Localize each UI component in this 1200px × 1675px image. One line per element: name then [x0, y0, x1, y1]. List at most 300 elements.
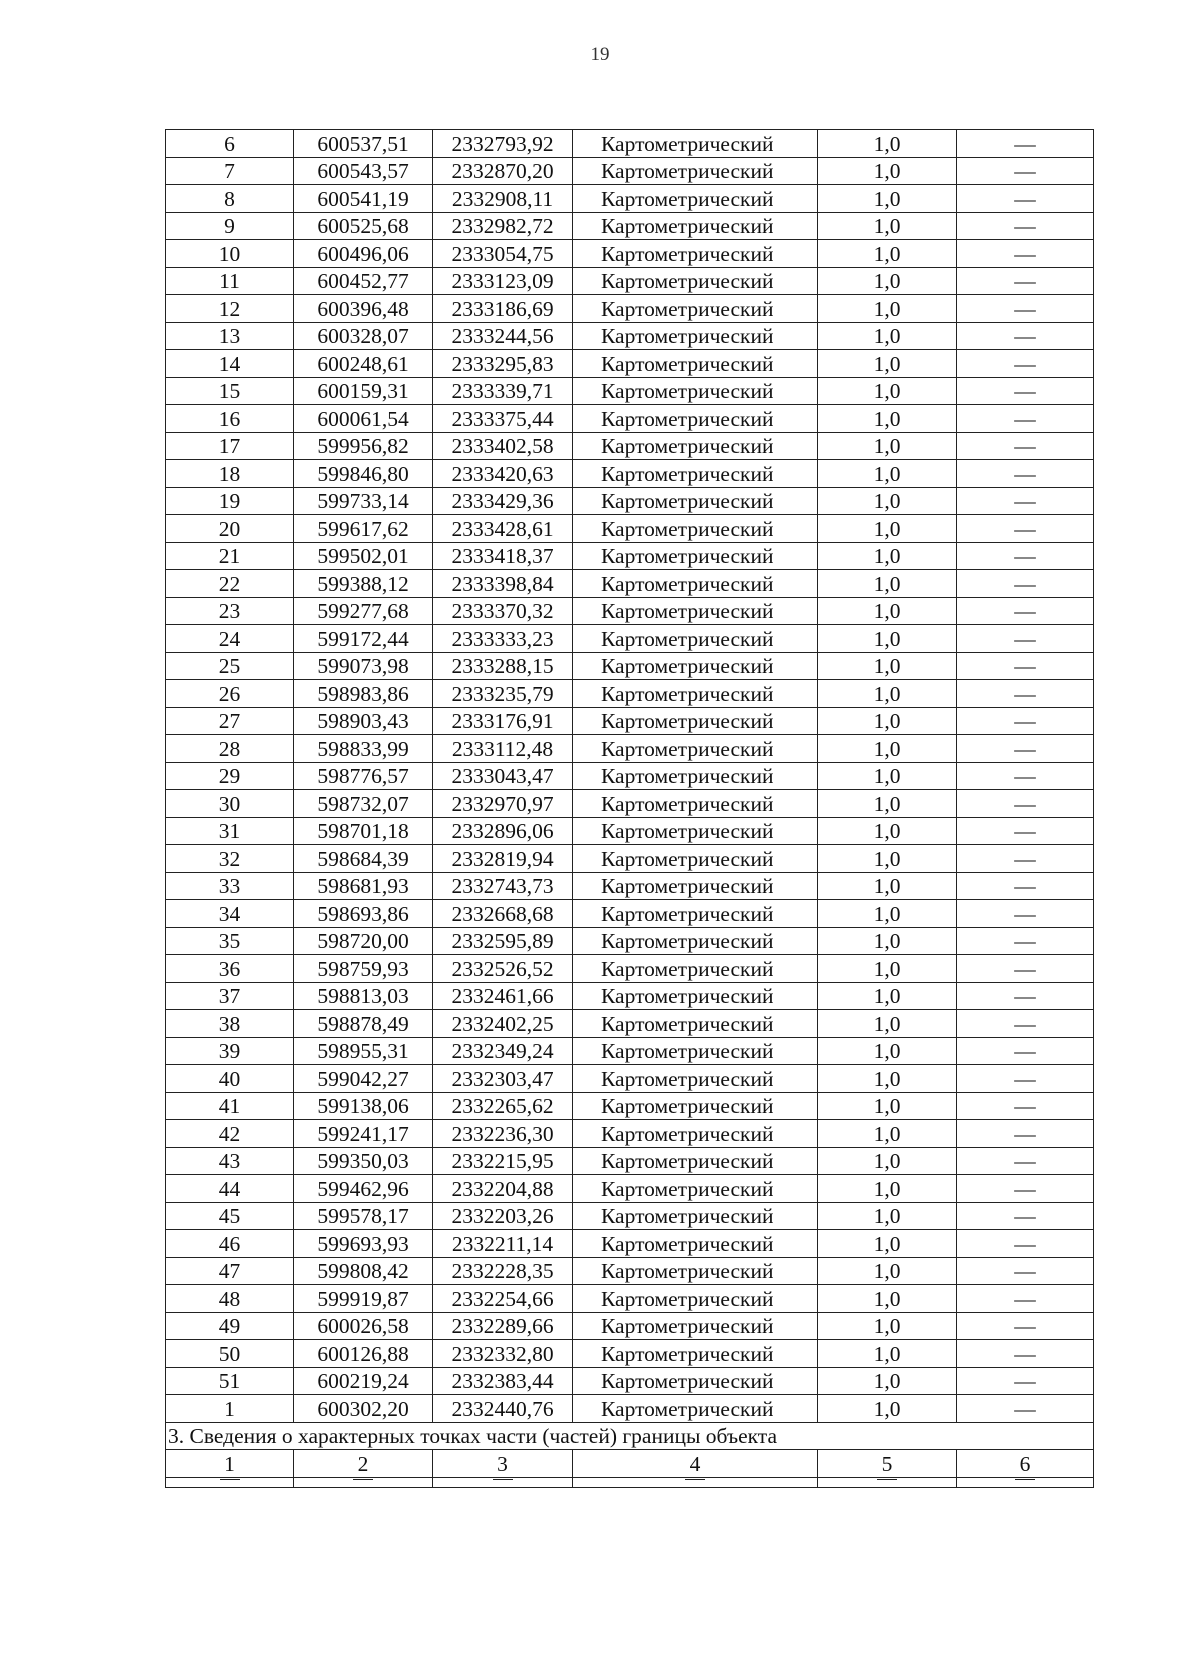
- point-number-cell: 13: [166, 322, 294, 350]
- description-cell: —: [957, 625, 1094, 653]
- description-cell: —: [957, 1340, 1094, 1368]
- description-cell: —: [957, 1285, 1094, 1313]
- table-row: [166, 212, 1094, 240]
- section-3-empty-row: [166, 1477, 1094, 1487]
- coord-y-cell: 2332211,14: [433, 1230, 573, 1258]
- method-cell: Картометрический: [573, 460, 818, 488]
- table-row: [166, 157, 1094, 185]
- coord-x-cell: 599241,17: [294, 1120, 433, 1148]
- coord-x-cell: 599919,87: [294, 1285, 433, 1313]
- coord-x-cell: 600541,19: [294, 185, 433, 213]
- coord-x-cell: 599578,17: [294, 1202, 433, 1230]
- coord-y-cell: 2333235,79: [433, 680, 573, 708]
- accuracy-cell: 1,0: [818, 790, 957, 818]
- description-cell: —: [957, 460, 1094, 488]
- method-cell: Картометрический: [573, 267, 818, 295]
- point-number-cell: 34: [166, 900, 294, 928]
- coord-y-cell: 2333429,36: [433, 487, 573, 515]
- accuracy-cell: 1,0: [818, 1092, 957, 1120]
- accuracy-cell: 1,0: [818, 1202, 957, 1230]
- point-number-cell: 6: [166, 130, 294, 158]
- accuracy-cell: 1,0: [818, 487, 957, 515]
- method-cell: Картометрический: [573, 680, 818, 708]
- coord-x-cell: 600061,54: [294, 405, 433, 433]
- table-row: [166, 1010, 1094, 1038]
- dash-mark: [685, 1479, 705, 1480]
- description-cell: —: [957, 377, 1094, 405]
- accuracy-cell: 1,0: [818, 322, 957, 350]
- table-row: [166, 460, 1094, 488]
- description-cell: —: [957, 240, 1094, 268]
- accuracy-cell: 1,0: [818, 542, 957, 570]
- table-row: [166, 570, 1094, 598]
- accuracy-cell: 1,0: [818, 1285, 957, 1313]
- accuracy-cell: 1,0: [818, 432, 957, 460]
- coord-y-cell: 2333420,63: [433, 460, 573, 488]
- coord-y-cell: 2333186,69: [433, 295, 573, 323]
- accuracy-cell: 1,0: [818, 735, 957, 763]
- dash-mark: [353, 1479, 373, 1480]
- description-cell: —: [957, 185, 1094, 213]
- method-cell: Картометрический: [573, 735, 818, 763]
- coord-x-cell: 600302,20: [294, 1395, 433, 1423]
- description-cell: —: [957, 267, 1094, 295]
- point-number-cell: 42: [166, 1120, 294, 1148]
- method-cell: Картометрический: [573, 1340, 818, 1368]
- column-number-5: 5: [818, 1450, 957, 1478]
- method-cell: Картометрический: [573, 1285, 818, 1313]
- point-number-cell: 46: [166, 1230, 294, 1258]
- coord-y-cell: 2332303,47: [433, 1065, 573, 1093]
- table-row: [166, 1147, 1094, 1175]
- method-cell: Картометрический: [573, 432, 818, 460]
- coord-y-cell: 2332349,24: [433, 1037, 573, 1065]
- point-number-cell: 49: [166, 1312, 294, 1340]
- empty-cell-2: [294, 1477, 433, 1487]
- coord-y-cell: 2333398,84: [433, 570, 573, 598]
- accuracy-cell: 1,0: [818, 212, 957, 240]
- method-cell: Картометрический: [573, 130, 818, 158]
- table-row: [166, 240, 1094, 268]
- method-cell: Картометрический: [573, 542, 818, 570]
- accuracy-cell: 1,0: [818, 597, 957, 625]
- accuracy-cell: 1,0: [818, 1175, 957, 1203]
- coord-x-cell: 600496,06: [294, 240, 433, 268]
- coordinates-table-body: [166, 130, 1094, 1423]
- description-cell: —: [957, 157, 1094, 185]
- point-number-cell: 29: [166, 762, 294, 790]
- accuracy-cell: 1,0: [818, 1257, 957, 1285]
- method-cell: Картометрический: [573, 570, 818, 598]
- coord-y-cell: 2332526,52: [433, 955, 573, 983]
- point-number-cell: 28: [166, 735, 294, 763]
- method-cell: Картометрический: [573, 405, 818, 433]
- coord-y-cell: 2333402,58: [433, 432, 573, 460]
- coord-x-cell: 600328,07: [294, 322, 433, 350]
- coord-x-cell: 598813,03: [294, 982, 433, 1010]
- dash-mark: [493, 1479, 513, 1480]
- method-cell: Картометрический: [573, 982, 818, 1010]
- description-cell: —: [957, 542, 1094, 570]
- table-row: [166, 295, 1094, 323]
- table-row: [166, 597, 1094, 625]
- accuracy-cell: 1,0: [818, 1395, 957, 1423]
- method-cell: Картометрический: [573, 157, 818, 185]
- accuracy-cell: 1,0: [818, 240, 957, 268]
- method-cell: Картометрический: [573, 487, 818, 515]
- empty-cell-4: [573, 1477, 818, 1487]
- table-row: [166, 790, 1094, 818]
- point-number-cell: 1: [166, 1395, 294, 1423]
- coord-y-cell: 2332204,88: [433, 1175, 573, 1203]
- coord-x-cell: 600396,48: [294, 295, 433, 323]
- table-row: [166, 487, 1094, 515]
- coord-x-cell: 598720,00: [294, 927, 433, 955]
- point-number-cell: 45: [166, 1202, 294, 1230]
- method-cell: Картометрический: [573, 1092, 818, 1120]
- point-number-cell: 12: [166, 295, 294, 323]
- coord-x-cell: 599846,80: [294, 460, 433, 488]
- accuracy-cell: 1,0: [818, 817, 957, 845]
- section-3: [166, 1422, 1094, 1487]
- accuracy-cell: 1,0: [818, 872, 957, 900]
- point-number-cell: 7: [166, 157, 294, 185]
- method-cell: Картометрический: [573, 1037, 818, 1065]
- description-cell: —: [957, 1092, 1094, 1120]
- point-number-cell: 24: [166, 625, 294, 653]
- accuracy-cell: 1,0: [818, 350, 957, 378]
- point-number-cell: 15: [166, 377, 294, 405]
- accuracy-cell: 1,0: [818, 267, 957, 295]
- method-cell: Картометрический: [573, 1202, 818, 1230]
- point-number-cell: 14: [166, 350, 294, 378]
- method-cell: Картометрический: [573, 1010, 818, 1038]
- table-row: [166, 1285, 1094, 1313]
- table-row: [166, 405, 1094, 433]
- description-cell: —: [957, 1175, 1094, 1203]
- point-number-cell: 9: [166, 212, 294, 240]
- table-row: [166, 515, 1094, 543]
- table-row: [166, 982, 1094, 1010]
- point-number-cell: 8: [166, 185, 294, 213]
- coord-y-cell: 2332289,66: [433, 1312, 573, 1340]
- method-cell: Картометрический: [573, 817, 818, 845]
- coord-x-cell: 600537,51: [294, 130, 433, 158]
- method-cell: Картометрический: [573, 212, 818, 240]
- description-cell: —: [957, 1037, 1094, 1065]
- coord-x-cell: 599042,27: [294, 1065, 433, 1093]
- accuracy-cell: 1,0: [818, 900, 957, 928]
- coordinates-table: [165, 129, 1094, 1488]
- coord-y-cell: 2332254,66: [433, 1285, 573, 1313]
- table-row: [166, 432, 1094, 460]
- method-cell: Картометрический: [573, 762, 818, 790]
- description-cell: —: [957, 487, 1094, 515]
- method-cell: Картометрический: [573, 845, 818, 873]
- method-cell: Картометрический: [573, 927, 818, 955]
- coord-y-cell: 2332908,11: [433, 185, 573, 213]
- method-cell: Картометрический: [573, 322, 818, 350]
- table-row: [166, 267, 1094, 295]
- coord-y-cell: 2333176,91: [433, 707, 573, 735]
- coord-x-cell: 600452,77: [294, 267, 433, 295]
- coord-x-cell: 598955,31: [294, 1037, 433, 1065]
- coord-x-cell: 598983,86: [294, 680, 433, 708]
- description-cell: —: [957, 432, 1094, 460]
- method-cell: Картометрический: [573, 872, 818, 900]
- description-cell: —: [957, 955, 1094, 983]
- coord-y-cell: 2332982,72: [433, 212, 573, 240]
- coord-y-cell: 2332215,95: [433, 1147, 573, 1175]
- table-row: [166, 1120, 1094, 1148]
- coord-y-cell: 2332203,26: [433, 1202, 573, 1230]
- accuracy-cell: 1,0: [818, 982, 957, 1010]
- point-number-cell: 33: [166, 872, 294, 900]
- method-cell: Картометрический: [573, 515, 818, 543]
- accuracy-cell: 1,0: [818, 652, 957, 680]
- point-number-cell: 44: [166, 1175, 294, 1203]
- coord-y-cell: 2332461,66: [433, 982, 573, 1010]
- coord-x-cell: 600248,61: [294, 350, 433, 378]
- accuracy-cell: 1,0: [818, 130, 957, 158]
- description-cell: —: [957, 845, 1094, 873]
- column-number-2: 2: [294, 1450, 433, 1478]
- accuracy-cell: 1,0: [818, 1340, 957, 1368]
- description-cell: —: [957, 790, 1094, 818]
- description-cell: —: [957, 762, 1094, 790]
- accuracy-cell: 1,0: [818, 1367, 957, 1395]
- table-row: [166, 377, 1094, 405]
- description-cell: —: [957, 652, 1094, 680]
- description-cell: —: [957, 515, 1094, 543]
- description-cell: —: [957, 1367, 1094, 1395]
- point-number-cell: 16: [166, 405, 294, 433]
- point-number-cell: 51: [166, 1367, 294, 1395]
- method-cell: Картометрический: [573, 597, 818, 625]
- point-number-cell: 23: [166, 597, 294, 625]
- description-cell: —: [957, 350, 1094, 378]
- column-number-1: 1: [166, 1450, 294, 1478]
- method-cell: Картометрический: [573, 1065, 818, 1093]
- coord-x-cell: 598776,57: [294, 762, 433, 790]
- point-number-cell: 36: [166, 955, 294, 983]
- method-cell: Картометрический: [573, 240, 818, 268]
- dash-mark: [877, 1479, 897, 1480]
- method-cell: Картометрический: [573, 377, 818, 405]
- coord-y-cell: 2332265,62: [433, 1092, 573, 1120]
- table-row: [166, 1065, 1094, 1093]
- accuracy-cell: 1,0: [818, 927, 957, 955]
- point-number-cell: 41: [166, 1092, 294, 1120]
- accuracy-cell: 1,0: [818, 1065, 957, 1093]
- empty-cell-3: [433, 1477, 573, 1487]
- coord-y-cell: 2333370,32: [433, 597, 573, 625]
- point-number-cell: 26: [166, 680, 294, 708]
- description-cell: —: [957, 680, 1094, 708]
- table-row: [166, 130, 1094, 158]
- point-number-cell: 37: [166, 982, 294, 1010]
- coord-x-cell: 598878,49: [294, 1010, 433, 1038]
- table-row: [166, 927, 1094, 955]
- description-cell: —: [957, 735, 1094, 763]
- description-cell: —: [957, 295, 1094, 323]
- coord-x-cell: 600126,88: [294, 1340, 433, 1368]
- description-cell: —: [957, 872, 1094, 900]
- coord-x-cell: 598833,99: [294, 735, 433, 763]
- accuracy-cell: 1,0: [818, 377, 957, 405]
- description-cell: —: [957, 900, 1094, 928]
- accuracy-cell: 1,0: [818, 625, 957, 653]
- coord-x-cell: 600543,57: [294, 157, 433, 185]
- accuracy-cell: 1,0: [818, 1120, 957, 1148]
- column-number-6: 6: [957, 1450, 1094, 1478]
- point-number-cell: 35: [166, 927, 294, 955]
- coord-y-cell: 2333288,15: [433, 652, 573, 680]
- method-cell: Картометрический: [573, 350, 818, 378]
- method-cell: Картометрический: [573, 1175, 818, 1203]
- coord-x-cell: 599138,06: [294, 1092, 433, 1120]
- point-number-cell: 20: [166, 515, 294, 543]
- accuracy-cell: 1,0: [818, 845, 957, 873]
- coord-y-cell: 2333418,37: [433, 542, 573, 570]
- coord-y-cell: 2332793,92: [433, 130, 573, 158]
- coord-x-cell: 598681,93: [294, 872, 433, 900]
- method-cell: Картометрический: [573, 652, 818, 680]
- point-number-cell: 21: [166, 542, 294, 570]
- empty-cell-6: [957, 1477, 1094, 1487]
- dash-mark: [220, 1479, 240, 1480]
- table-row: [166, 185, 1094, 213]
- point-number-cell: 39: [166, 1037, 294, 1065]
- coord-y-cell: 2333333,23: [433, 625, 573, 653]
- table-row: [166, 1202, 1094, 1230]
- table-row: [166, 735, 1094, 763]
- point-number-cell: 40: [166, 1065, 294, 1093]
- table-row: [166, 1257, 1094, 1285]
- accuracy-cell: 1,0: [818, 1010, 957, 1038]
- coord-x-cell: 600026,58: [294, 1312, 433, 1340]
- coord-x-cell: 600159,31: [294, 377, 433, 405]
- table-row: [166, 1175, 1094, 1203]
- method-cell: Картометрический: [573, 1120, 818, 1148]
- coord-x-cell: 600525,68: [294, 212, 433, 240]
- point-number-cell: 19: [166, 487, 294, 515]
- point-number-cell: 17: [166, 432, 294, 460]
- point-number-cell: 22: [166, 570, 294, 598]
- accuracy-cell: 1,0: [818, 1312, 957, 1340]
- table-row: [166, 900, 1094, 928]
- coord-x-cell: 599462,96: [294, 1175, 433, 1203]
- coord-x-cell: 599733,14: [294, 487, 433, 515]
- table-row: [166, 350, 1094, 378]
- table-row: [166, 1395, 1094, 1423]
- method-cell: Картометрический: [573, 955, 818, 983]
- coord-y-cell: 2333244,56: [433, 322, 573, 350]
- method-cell: Картометрический: [573, 707, 818, 735]
- point-number-cell: 27: [166, 707, 294, 735]
- coord-x-cell: 599388,12: [294, 570, 433, 598]
- description-cell: —: [957, 1257, 1094, 1285]
- coord-x-cell: 598732,07: [294, 790, 433, 818]
- description-cell: —: [957, 1120, 1094, 1148]
- description-cell: —: [957, 927, 1094, 955]
- point-number-cell: 18: [166, 460, 294, 488]
- point-number-cell: 47: [166, 1257, 294, 1285]
- accuracy-cell: 1,0: [818, 707, 957, 735]
- accuracy-cell: 1,0: [818, 762, 957, 790]
- coord-x-cell: 599502,01: [294, 542, 433, 570]
- accuracy-cell: 1,0: [818, 295, 957, 323]
- point-number-cell: 50: [166, 1340, 294, 1368]
- empty-cell-1: [166, 1477, 294, 1487]
- point-number-cell: 32: [166, 845, 294, 873]
- table-row: [166, 1230, 1094, 1258]
- description-cell: —: [957, 1147, 1094, 1175]
- coord-y-cell: 2332896,06: [433, 817, 573, 845]
- point-number-cell: 43: [166, 1147, 294, 1175]
- empty-cell-5: [818, 1477, 957, 1487]
- method-cell: Картометрический: [573, 295, 818, 323]
- point-number-cell: 10: [166, 240, 294, 268]
- table-row: [166, 1312, 1094, 1340]
- coord-x-cell: 598693,86: [294, 900, 433, 928]
- description-cell: —: [957, 1312, 1094, 1340]
- coord-x-cell: 599617,62: [294, 515, 433, 543]
- coord-y-cell: 2332228,35: [433, 1257, 573, 1285]
- description-cell: —: [957, 982, 1094, 1010]
- section-3-title-row: [166, 1422, 1094, 1450]
- description-cell: —: [957, 1202, 1094, 1230]
- coord-x-cell: 599956,82: [294, 432, 433, 460]
- accuracy-cell: 1,0: [818, 460, 957, 488]
- coord-x-cell: 598701,18: [294, 817, 433, 845]
- section-3-title: 3. Сведения о характерных точках части (частей) границы объекта: [166, 1422, 1094, 1450]
- page-number: 19: [590, 44, 610, 65]
- coord-x-cell: 599172,44: [294, 625, 433, 653]
- coord-y-cell: 2332819,94: [433, 845, 573, 873]
- table-row: [166, 652, 1094, 680]
- accuracy-cell: 1,0: [818, 1147, 957, 1175]
- coord-y-cell: 2332668,68: [433, 900, 573, 928]
- accuracy-cell: 1,0: [818, 1037, 957, 1065]
- coord-y-cell: 2332870,20: [433, 157, 573, 185]
- column-number-4: 4: [573, 1450, 818, 1478]
- point-number-cell: 11: [166, 267, 294, 295]
- description-cell: —: [957, 212, 1094, 240]
- table-row: [166, 625, 1094, 653]
- method-cell: Картометрический: [573, 790, 818, 818]
- table-row: [166, 872, 1094, 900]
- column-number-3: 3: [433, 1450, 573, 1478]
- coord-x-cell: 599350,03: [294, 1147, 433, 1175]
- table-row: [166, 680, 1094, 708]
- coord-y-cell: 2333375,44: [433, 405, 573, 433]
- accuracy-cell: 1,0: [818, 515, 957, 543]
- table-row: [166, 707, 1094, 735]
- accuracy-cell: 1,0: [818, 405, 957, 433]
- accuracy-cell: 1,0: [818, 955, 957, 983]
- method-cell: Картометрический: [573, 1367, 818, 1395]
- accuracy-cell: 1,0: [818, 570, 957, 598]
- coord-y-cell: 2333295,83: [433, 350, 573, 378]
- coord-y-cell: 2333428,61: [433, 515, 573, 543]
- description-cell: —: [957, 1010, 1094, 1038]
- coord-x-cell: 599073,98: [294, 652, 433, 680]
- coord-x-cell: 599693,93: [294, 1230, 433, 1258]
- coord-y-cell: 2333112,48: [433, 735, 573, 763]
- point-number-cell: 38: [166, 1010, 294, 1038]
- method-cell: Картометрический: [573, 1257, 818, 1285]
